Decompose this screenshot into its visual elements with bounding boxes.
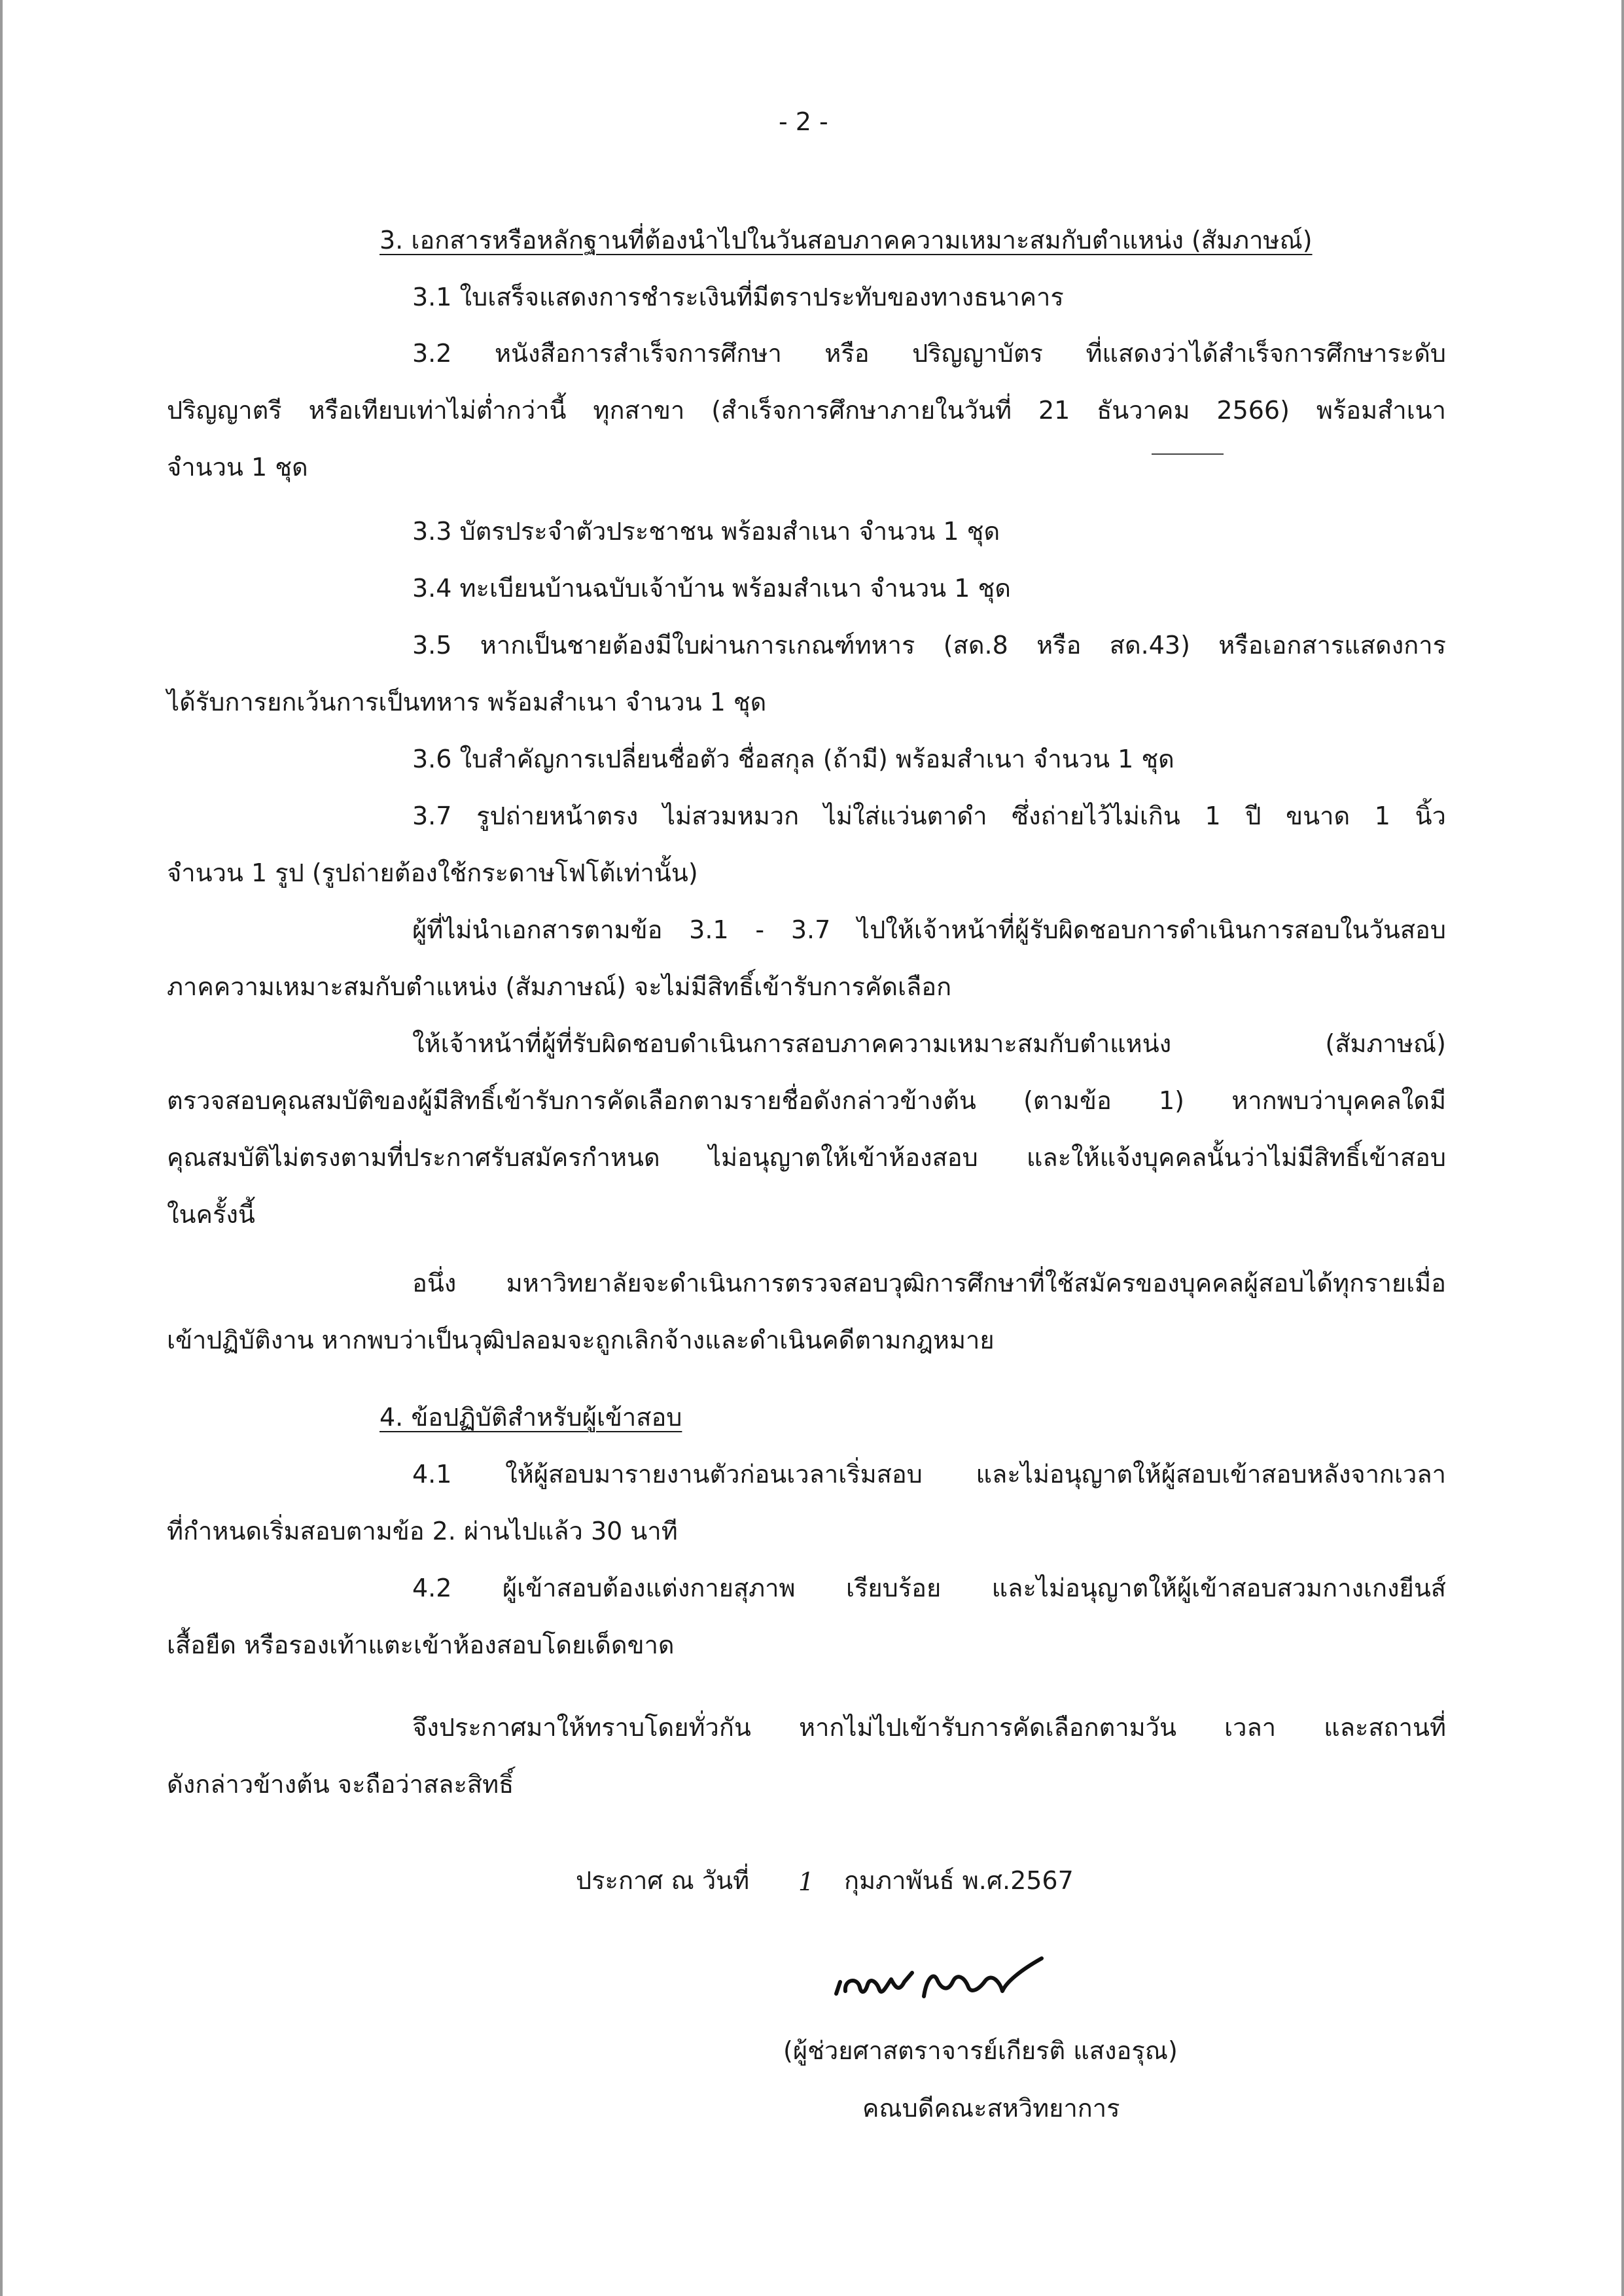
item-3-5-line2: ได้รับการยกเว้นการเป็นทหาร พร้อมสำเนา จำนวน 1 ชุด: [167, 688, 767, 716]
item-3-7-line2: จำนวน 1 รูป (รูปถ่ายต้องใช้กระดาษโฟโต้เท่านั้น): [167, 858, 698, 887]
item-4-2-line2: เสื้อยืด หรือรองเท้าแตะเข้าห้องสอบโดยเด็ดขาด: [167, 1631, 675, 1659]
scan-edge-right: [1621, 0, 1624, 2296]
note-1-line2: ภาคความเหมาะสมกับตำแหน่ง (สัมภาษณ์) จะไม่มีสิทธิ์เข้ารับการคัดเลือก: [167, 972, 952, 1001]
note-1-line1: ผู้ที่ไม่นำเอกสารตามข้อ 3.1 - 3.7 ไปให้เจ้าหน้าที่ผู้รับผิดชอบการดำเนินการสอบในวันสอบ: [412, 915, 1446, 944]
item-3-2-line1: 3.2 หนังสือการสำเร็จการศึกษา หรือ ปริญญาบัตร ที่แสดงว่าได้สำเร็จการศึกษาระดับ: [412, 339, 1446, 368]
note-3-line1: อนึ่ง มหาวิทยาลัยจะดำเนินการตรวจสอบวุฒิการศึกษาที่ใช้สมัครของบุคคลผู้สอบได้ทุกรายเมื่อ: [412, 1269, 1446, 1298]
handwritten-underline: [1152, 453, 1224, 455]
note-2-line4: ในครั้งนี้: [167, 1200, 255, 1229]
section-3-heading: 3. เอกสารหรือหลักฐานที่ต้องนำไปในวันสอบภาคความเหมาะสมกับตำแหน่ง (สัมภาษณ์): [380, 226, 1313, 255]
signatory-name: (ผู้ช่วยศาสตราจารย์เกียรติ แสงอรุณ): [783, 2036, 1178, 2065]
announcement-month-year: กุมภาพันธ์ พ.ศ.2567: [844, 1866, 1074, 1895]
item-4-1-line1: 4.1 ให้ผู้สอบมารายงานตัวก่อนเวลาเริ่มสอบ และไม่อนุญาตให้ผู้สอบเข้าสอบหลังจากเวลา: [412, 1460, 1446, 1489]
item-3-7-line1: 3.7 รูปถ่ายหน้าตรง ไม่สวมหมวก ไม่ใส่แว่นตาดำ ซึ่งถ่ายไว้ไม่เกิน 1 ปี ขนาด 1 นิ้ว: [412, 802, 1446, 830]
item-3-4: 3.4 ทะเบียนบ้านฉบับเจ้าบ้าน พร้อมสำเนา จำนวน 1 ชุด: [412, 574, 1011, 603]
item-4-1-line2: ที่กำหนดเริ่มสอบตามข้อ 2. ผ่านไปแล้ว 30 นาที: [167, 1517, 678, 1545]
item-3-5-line1: 3.5 หากเป็นชายต้องมีใบผ่านการเกณฑ์ทหาร (สด.8 หรือ สด.43) หรือเอกสารแสดงการ: [412, 631, 1446, 660]
handwritten-signature: [831, 1953, 1047, 2015]
section-4-heading: 4. ข้อปฏิบัติสำหรับผู้เข้าสอบ: [380, 1403, 682, 1432]
closing-line1: จึงประกาศมาให้ทราบโดยทั่วกัน หากไม่ไปเข้ารับการคัดเลือกตามวัน เวลา และสถานที่: [412, 1713, 1446, 1742]
item-4-2-line1: 4.2 ผู้เข้าสอบต้องแต่งกายสุภาพ เรียบร้อย และไม่อนุญาตให้ผู้เข้าสอบสวมกางเกงยีนส์: [412, 1574, 1446, 1602]
item-3-1: 3.1 ใบเสร็จแสดงการชำระเงินที่มีตราประทับของทางธนาคาร: [412, 283, 1064, 311]
page-number: - 2 -: [779, 107, 828, 136]
note-2-line3: คุณสมบัติไม่ตรงตามที่ประกาศรับสมัครกำหนด ไม่อนุญาตให้เข้าห้องสอบ และให้แจ้งบุคคลนั้นว่าไม่มีสิทธิ์เข้าสอบ: [167, 1143, 1446, 1172]
announcement-prefix: ประกาศ ณ วันที่: [576, 1866, 750, 1895]
note-2-line1: ให้เจ้าหน้าที่ผู้ที่รับผิดชอบดำเนินการสอบภาคความเหมาะสมกับตำแหน่ง (สัมภาษณ์): [412, 1029, 1446, 1058]
note-2-line2: ตรวจสอบคุณสมบัติของผู้มีสิทธิ์เข้ารับการคัดเลือกตามรายชื่อดังกล่าวข้างต้น (ตามข้อ 1) หากพบว่าบุคคลใดมี: [167, 1086, 1446, 1115]
closing-line2: ดังกล่าวข้างต้น จะถือว่าสละสิทธิ์: [167, 1770, 514, 1799]
signatory-title: คณบดีคณะสหวิทยาการ: [862, 2094, 1120, 2123]
item-3-6: 3.6 ใบสำคัญการเปลี่ยนชื่อตัว ชื่อสกุล (ถ้ามี) พร้อมสำเนา จำนวน 1 ชุด: [412, 745, 1174, 773]
item-3-2-line3: จำนวน 1 ชุด: [167, 453, 308, 482]
note-3-line2: เข้าปฏิบัติงาน หากพบว่าเป็นวุฒิปลอมจะถูกเลิกจ้างและดำเนินคดีตามกฎหมาย: [167, 1326, 995, 1354]
announcement-day: 1: [798, 1867, 815, 1896]
scan-edge-left: [0, 0, 3, 2296]
item-3-3: 3.3 บัตรประจำตัวประชาชน พร้อมสำเนา จำนวน 1 ชุด: [412, 517, 1000, 546]
item-3-2-line2: ปริญญาตรี หรือเทียบเท่าไม่ต่ำกว่านี้ ทุกสาขา (สำเร็จการศึกษาภายในวันที่ 21 ธันวาคม 2566) พร้อมสำเนา: [167, 396, 1446, 425]
